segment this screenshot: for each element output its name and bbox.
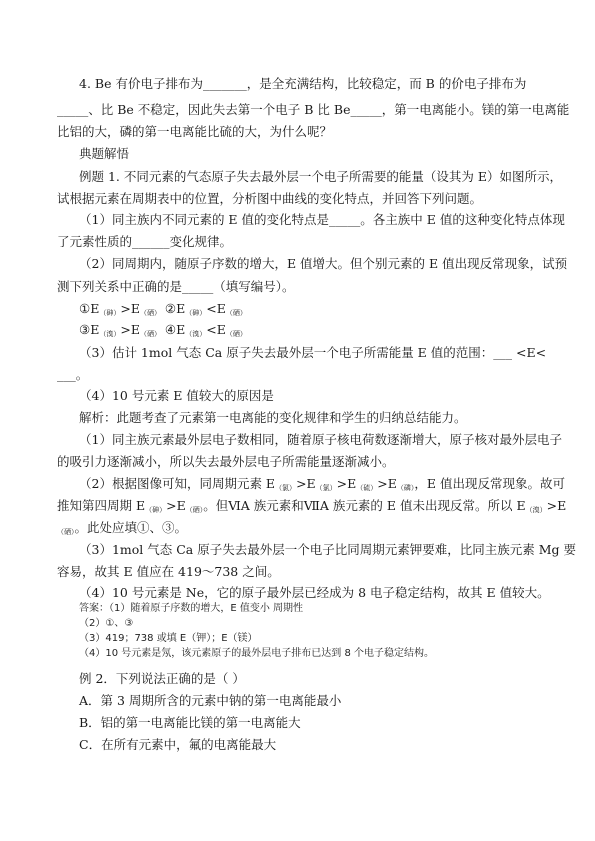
subscript: （溴） — [99, 330, 121, 338]
subscript: （砷） — [99, 309, 121, 317]
text-line: （1）同主族内不同元素的 E 值的变化特点是_____。各主族中 E 值的这种变化特点体现 — [79, 212, 565, 227]
text-line: 4. Be 有价电子排布为_______，是全充满结构，比较稳定，而 B 的价电子排布为 — [79, 76, 527, 91]
subscript: （硒） — [139, 309, 161, 317]
option-c: C．在所有元素中，氟的电离能最大 — [79, 737, 277, 752]
text-line: 了元素性质的______变化规律。 — [57, 234, 233, 249]
text-line: 的吸引力逐渐减小，所以失去最外层电子所需能量逐渐减小。 — [57, 454, 395, 469]
subscript: （硒） — [225, 330, 247, 338]
text-span: >E — [166, 498, 186, 513]
option-a: A．第 3 周期所含的元素中钠的第一电离能最小 — [79, 693, 342, 708]
text-line: （1）同主族元素最外层电子数相同，随着原子核电荷数逐渐增大，原子核对最外层电子 — [79, 432, 562, 447]
text-line: 解析：此题考查了元素第一电离能的变化规律和学生的归纳总结能力。 — [79, 410, 467, 425]
subscript: （氯） — [275, 484, 297, 492]
text-line: _____、比 Be 不稳定，因此失去第一个电子 B 比 Be_____，第一电离能小。镁的第一电离能 — [57, 102, 570, 117]
relation-line — [79, 322, 247, 342]
text-line: （4）10 号元素 E 值较大的原因是 — [79, 388, 274, 403]
relation-text: ③E — [79, 322, 100, 337]
text-line: ___。 — [57, 367, 89, 382]
subscript: （硫） — [356, 484, 378, 492]
text-line: 例题 1. 不同元素的气态原子失去最外层一个电子所需要的能量（设其为 E）如图所示， — [79, 169, 562, 184]
subscript: （硒） — [225, 309, 247, 317]
text-line: （3）1mol 气态 Ca 原子失去最外层一个电子比同周期元素钾要难，比同主族元素 Mg 要 — [79, 542, 576, 557]
subscript: （溴） — [525, 506, 547, 514]
relation-text: ④E — [160, 322, 186, 337]
relation-text: <E — [206, 301, 226, 316]
subscript: （磷） — [396, 484, 415, 492]
text-span: >E — [546, 498, 567, 513]
answer-line: （2）①、③ — [79, 618, 134, 629]
subscript: （砷） — [145, 506, 167, 514]
text-span: 。此处应填①、③。 — [74, 520, 188, 535]
relation-text: ②E — [160, 301, 186, 316]
answer-line: 答案：（1）随着原子序数的增大，E 值变小 周期性 — [79, 603, 304, 614]
subscript: （氯） — [315, 484, 337, 492]
text-span: 推知第四周期 E — [57, 498, 146, 513]
text-line — [79, 476, 565, 496]
text-line: 试根据元素在周期表中的位置，分析图中曲线的变化特点，并回答下列问题。 — [57, 191, 483, 206]
relation-line — [79, 301, 247, 321]
answer-line: （3）419；738 或填 E（钾）；E（镁） — [79, 633, 258, 644]
relation-text: >E — [120, 301, 140, 316]
subscript: （硒） — [185, 506, 204, 514]
text-span: 。但ⅥA 族元素和ⅦA 族元素的 E 值未出现反常。所以 E — [203, 498, 526, 513]
text-line: 容易，故其 E 值应在 419～738 之间。 — [57, 564, 280, 579]
answer-line: （4）10 号元素是氖，该元素原子的最外层电子排布已达到 8 个电子稳定结构。 — [79, 648, 434, 659]
text-line — [57, 498, 566, 518]
question-stem: 例 2．下列说法正确的是（ ） — [79, 671, 245, 686]
text-line: （4）10 号元素是 Ne，它的原子最外层已经成为 8 电子稳定结构，故其 E 值较大。 — [79, 585, 550, 600]
text-span: >E — [336, 476, 357, 491]
option-b: B．铝的第一电离能比镁的第一电离能大 — [79, 715, 301, 730]
text-line — [57, 520, 187, 540]
text-line: （2）同周期内，随原子序数的增大，E 值增大。但个别元素的 E 值出现反常现象，试预 — [79, 256, 568, 271]
text-span: >E — [377, 476, 397, 491]
text-line: 比铝的大，磷的第一电离能比硫的大，为什么呢？ — [57, 124, 333, 139]
subscript: （硒） — [57, 528, 75, 536]
text-line: （3）估计 1mol 气态 Ca 原子失去最外层一个电子所需能量 E 值的范围：___ <E< — [79, 345, 547, 360]
relation-text: >E — [120, 322, 140, 337]
relation-text: <E — [206, 322, 226, 337]
text-span: ，E 值出现反常现象。故可 — [414, 476, 565, 491]
subscript: （溴） — [185, 330, 207, 338]
section-heading: 典题解悟 — [79, 146, 130, 161]
subscript: （砷） — [185, 309, 207, 317]
text-span: >E — [296, 476, 316, 491]
text-span: （2）根据图像可知，同周期元素 E — [79, 476, 276, 491]
text-line: 测下列关系中正确的是_____（填写编号）。 — [57, 279, 295, 294]
subscript: （硒） — [139, 330, 161, 338]
relation-text: ①E — [79, 301, 100, 316]
